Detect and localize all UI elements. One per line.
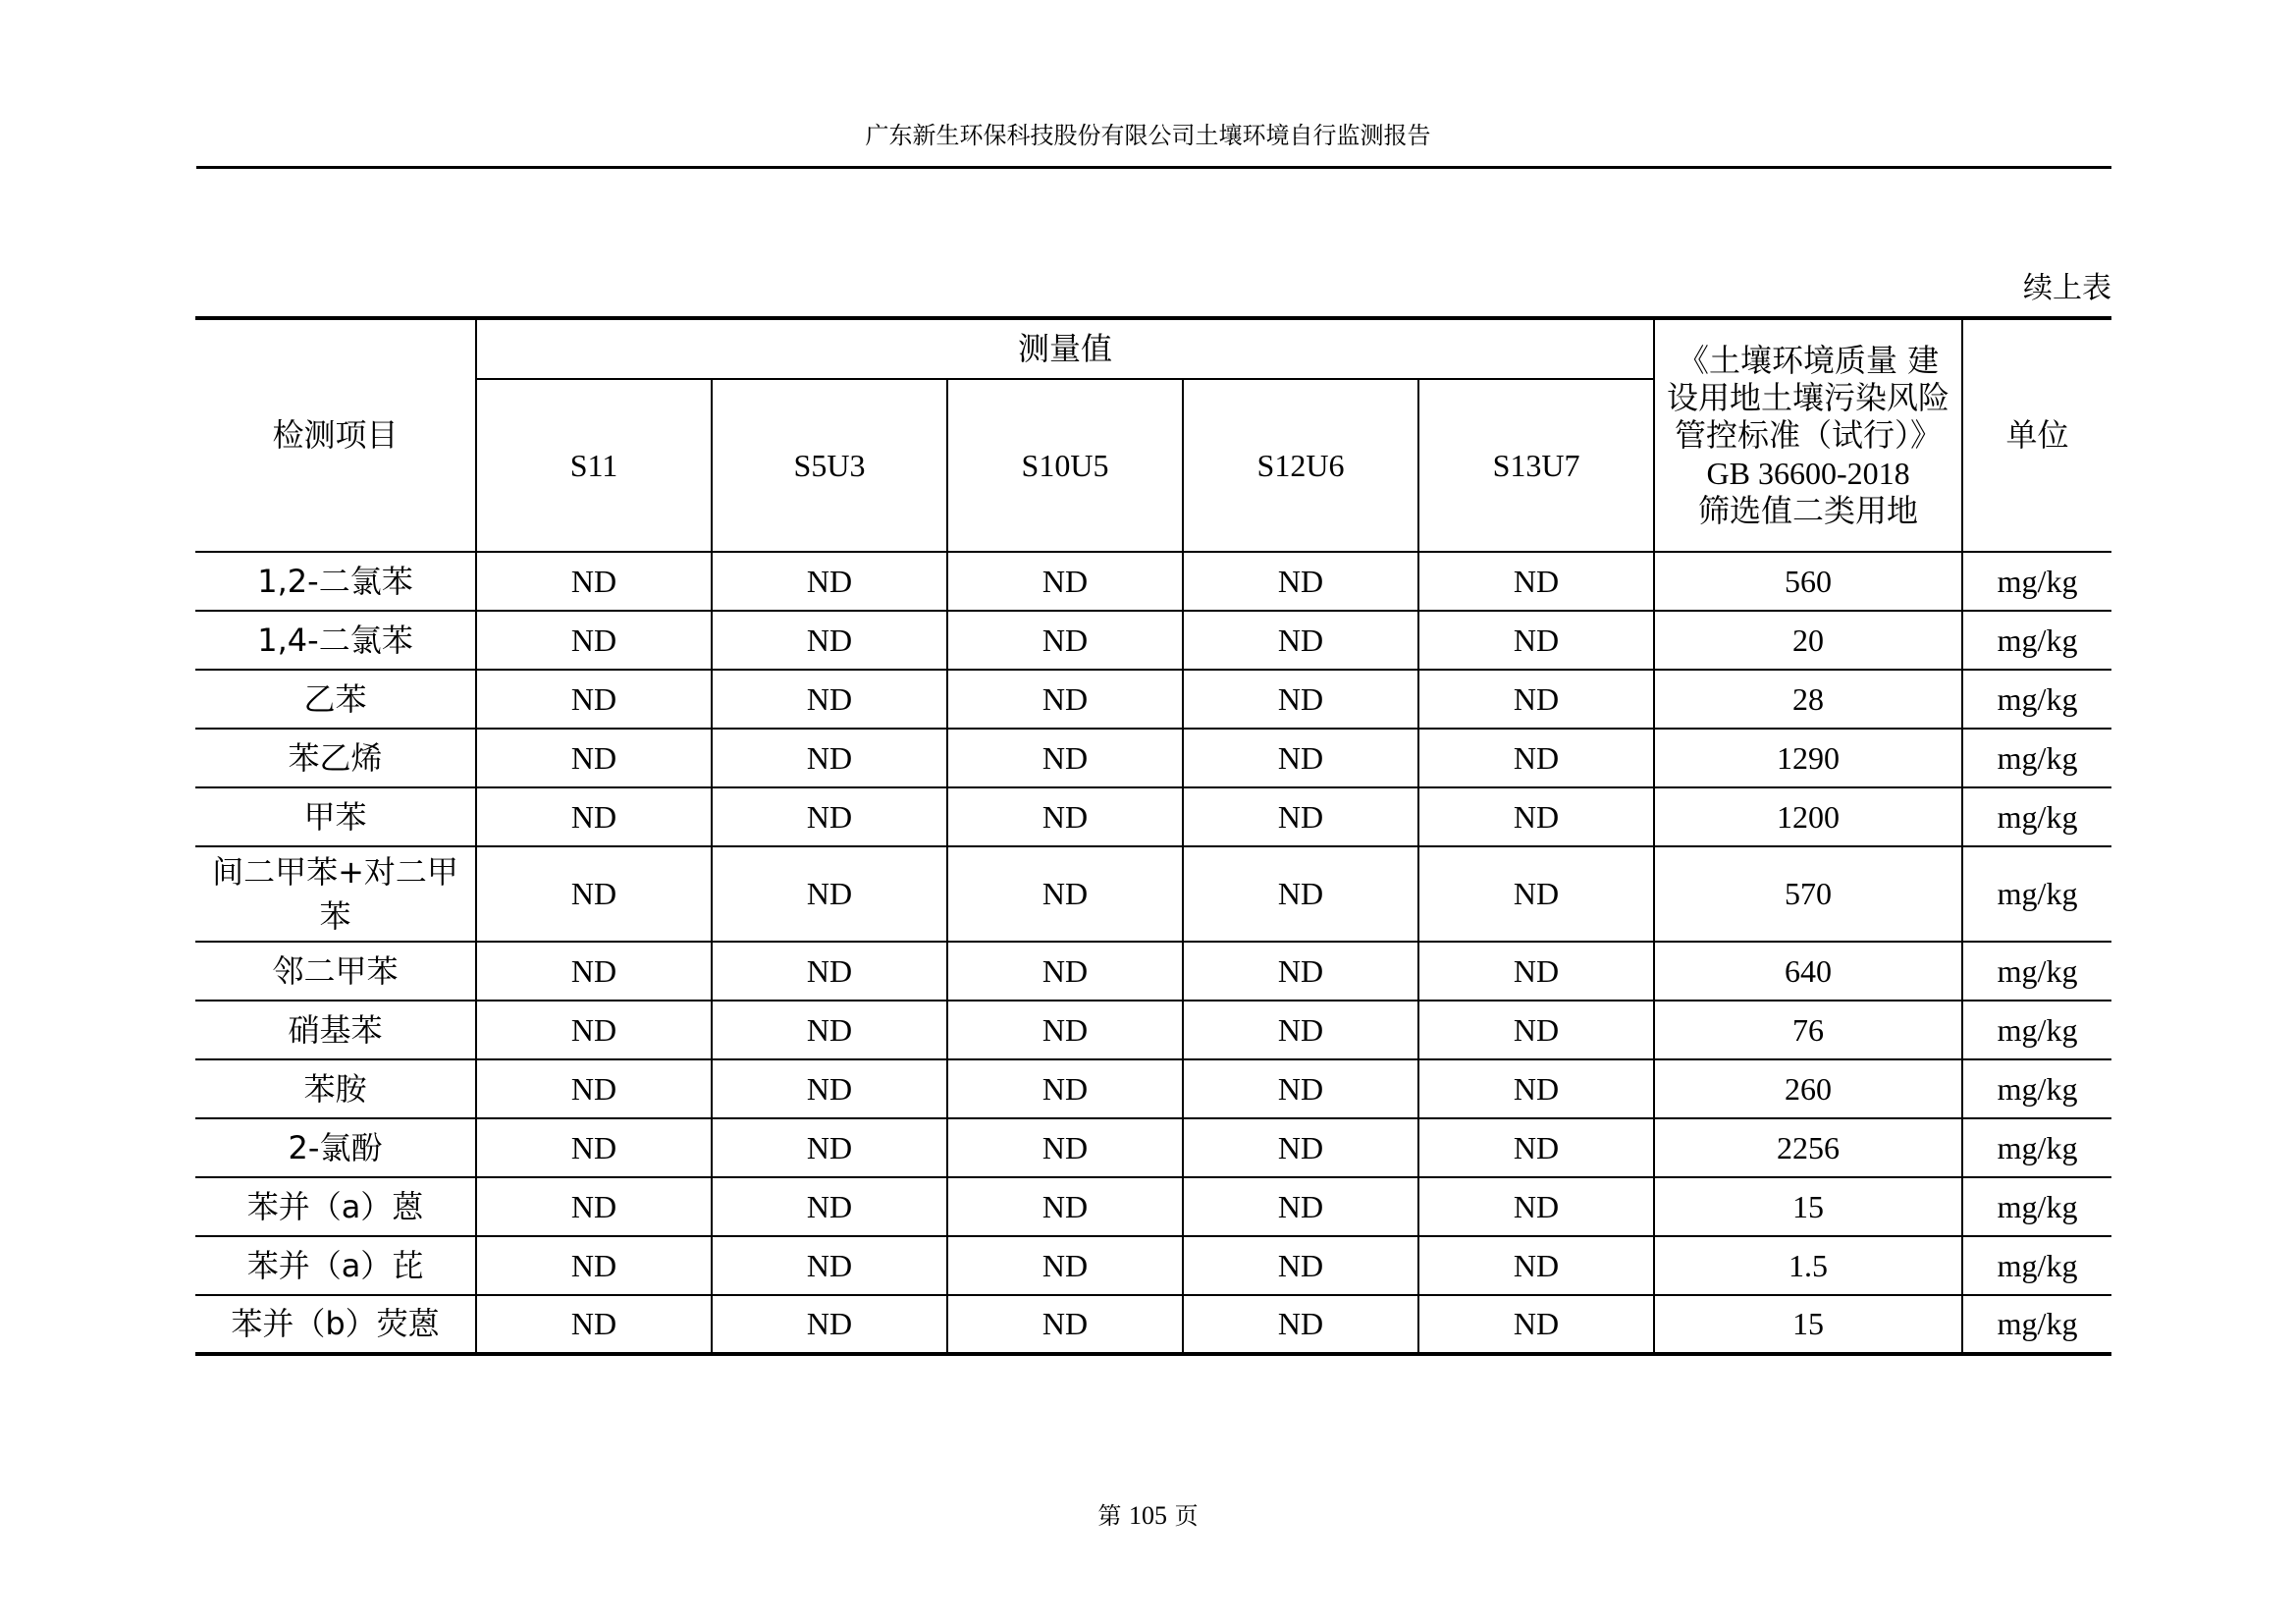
measured-value: ND xyxy=(947,1177,1183,1236)
standard-line: 《土壤环境质量 建 xyxy=(1677,341,1940,379)
standard-value: 560 xyxy=(1654,552,1962,611)
col-header-item: 检测项目 xyxy=(195,318,476,552)
row-item-name xyxy=(195,846,476,942)
measured-value: ND xyxy=(947,1118,1183,1177)
measured-value: ND xyxy=(712,670,947,729)
page-suffix: 页 xyxy=(1174,1502,1199,1530)
measured-value: ND xyxy=(712,1236,947,1295)
measured-value: ND xyxy=(712,787,947,846)
unit-value: mg/kg xyxy=(1962,1295,2111,1354)
soil-monitoring-table xyxy=(195,316,2111,1356)
measured-value: ND xyxy=(1418,787,1654,846)
unit-value: mg/kg xyxy=(1962,942,2111,1001)
unit-value: mg/kg xyxy=(1962,1059,2111,1118)
measured-value: ND xyxy=(712,942,947,1001)
site-header: S13U7 xyxy=(1418,379,1654,552)
table-row xyxy=(195,670,2111,729)
unit-value: mg/kg xyxy=(1962,787,2111,846)
standard-value: 15 xyxy=(1654,1295,1962,1354)
unit-value: mg/kg xyxy=(1962,1236,2111,1295)
measured-value: ND xyxy=(1418,1059,1654,1118)
measured-value: ND xyxy=(947,846,1183,942)
measured-value: ND xyxy=(712,846,947,942)
table-row xyxy=(195,729,2111,787)
measured-value: ND xyxy=(476,729,712,787)
measured-value: ND xyxy=(1418,729,1654,787)
page-footer xyxy=(0,1496,2296,1531)
measured-value: ND xyxy=(476,1177,712,1236)
measured-value: ND xyxy=(476,942,712,1001)
header-row-top xyxy=(195,318,2111,379)
row-item-name: 苯并（a）蒽 xyxy=(195,1177,476,1236)
measured-value: ND xyxy=(1418,1295,1654,1354)
measured-value: ND xyxy=(947,1001,1183,1059)
measured-value: ND xyxy=(712,1001,947,1059)
measured-value: ND xyxy=(476,670,712,729)
measured-value: ND xyxy=(712,1118,947,1177)
measured-value: ND xyxy=(1183,1001,1418,1059)
measured-value: ND xyxy=(947,1059,1183,1118)
measured-value: ND xyxy=(712,1295,947,1354)
measured-value: ND xyxy=(476,1059,712,1118)
site-header: S5U3 xyxy=(712,379,947,552)
table-row xyxy=(195,1118,2111,1177)
measured-value: ND xyxy=(712,611,947,670)
measured-value: ND xyxy=(1183,729,1418,787)
unit-value: mg/kg xyxy=(1962,552,2111,611)
page-prefix: 第 xyxy=(1097,1502,1122,1530)
row-item-name: 乙苯 xyxy=(195,670,476,729)
standard-line: GB 36600-2018 xyxy=(1706,455,1910,491)
measured-value: ND xyxy=(476,1236,712,1295)
unit-value: mg/kg xyxy=(1962,729,2111,787)
measured-value: ND xyxy=(1183,611,1418,670)
measured-value: ND xyxy=(1418,552,1654,611)
measured-value: ND xyxy=(1183,942,1418,1001)
measured-value: ND xyxy=(947,670,1183,729)
standard-value: 20 xyxy=(1654,611,1962,670)
measured-value: ND xyxy=(476,611,712,670)
measured-value: ND xyxy=(476,787,712,846)
standard-value: 2256 xyxy=(1654,1118,1962,1177)
measured-value: ND xyxy=(947,787,1183,846)
measured-value: ND xyxy=(712,1177,947,1236)
measured-value: ND xyxy=(1183,552,1418,611)
table-row xyxy=(195,611,2111,670)
unit-value: mg/kg xyxy=(1962,1177,2111,1236)
measured-value: ND xyxy=(1418,670,1654,729)
standard-value: 1290 xyxy=(1654,729,1962,787)
standard-line: 管控标准（试行）》 xyxy=(1675,416,1943,455)
col-header-unit: 单位 xyxy=(1962,318,2111,552)
measured-value: ND xyxy=(712,1059,947,1118)
col-header-standard xyxy=(1654,318,1962,552)
table-row xyxy=(195,846,2111,942)
measured-value: ND xyxy=(1418,942,1654,1001)
table-row xyxy=(195,942,2111,1001)
measured-value: ND xyxy=(1183,1177,1418,1236)
row-item-name: 1,4-二氯苯 xyxy=(195,611,476,670)
col-header-measured: 测量值 xyxy=(476,318,1654,379)
row-item-name: 甲苯 xyxy=(195,787,476,846)
unit-value: mg/kg xyxy=(1962,1001,2111,1059)
standard-value: 570 xyxy=(1654,846,1962,942)
row-item-name: 苯胺 xyxy=(195,1059,476,1118)
measured-value: ND xyxy=(947,1236,1183,1295)
measured-value: ND xyxy=(1183,1059,1418,1118)
measured-value: ND xyxy=(476,552,712,611)
table-row xyxy=(195,1236,2111,1295)
unit-value: mg/kg xyxy=(1962,846,2111,942)
site-header: S12U6 xyxy=(1183,379,1418,552)
table-row xyxy=(195,552,2111,611)
measured-value: ND xyxy=(476,846,712,942)
table-row xyxy=(195,1001,2111,1059)
row-item-name: 硝基苯 xyxy=(195,1001,476,1059)
measured-value: ND xyxy=(947,729,1183,787)
measured-value: ND xyxy=(1418,1177,1654,1236)
standard-value: 76 xyxy=(1654,1001,1962,1059)
header-divider xyxy=(196,166,2111,169)
measured-value: ND xyxy=(1418,1236,1654,1295)
measured-value: ND xyxy=(1183,787,1418,846)
row-item-name: 邻二甲苯 xyxy=(195,942,476,1001)
standard-value: 260 xyxy=(1654,1059,1962,1118)
measured-value: ND xyxy=(1183,1118,1418,1177)
standard-value: 640 xyxy=(1654,942,1962,1001)
standard-value: 15 xyxy=(1654,1177,1962,1236)
measured-value: ND xyxy=(1418,1118,1654,1177)
measured-value: ND xyxy=(712,729,947,787)
measured-value: ND xyxy=(1418,611,1654,670)
table-row xyxy=(195,1295,2111,1354)
measured-value: ND xyxy=(1183,1236,1418,1295)
row-item-name-line: 苯 xyxy=(319,896,351,935)
row-item-name: 苯并（a）芘 xyxy=(195,1236,476,1295)
row-item-name: 1,2-二氯苯 xyxy=(195,552,476,611)
site-header: S10U5 xyxy=(947,379,1183,552)
measured-value: ND xyxy=(1183,670,1418,729)
measured-value: ND xyxy=(1183,846,1418,942)
measured-value: ND xyxy=(1183,1295,1418,1354)
row-item-name: 苯乙烯 xyxy=(195,729,476,787)
unit-value: mg/kg xyxy=(1962,670,2111,729)
measured-value: ND xyxy=(947,942,1183,1001)
measured-value: ND xyxy=(947,611,1183,670)
row-item-name: 苯并（b）荧蒽 xyxy=(195,1295,476,1354)
row-item-name: 2-氯酚 xyxy=(195,1118,476,1177)
standard-value: 28 xyxy=(1654,670,1962,729)
table-row xyxy=(195,1059,2111,1118)
unit-value: mg/kg xyxy=(1962,1118,2111,1177)
site-header: S11 xyxy=(476,379,712,552)
table-row xyxy=(195,1177,2111,1236)
page-number: 105 xyxy=(1129,1501,1167,1530)
table-row xyxy=(195,787,2111,846)
report-header-title: 广东新生环保科技股份有限公司土壤环境自行监测报告 xyxy=(865,122,1431,149)
standard-line: 筛选值二类用地 xyxy=(1698,492,1919,530)
continued-label: 续上表 xyxy=(2023,271,2111,305)
measured-value: ND xyxy=(947,1295,1183,1354)
measured-value: ND xyxy=(476,1295,712,1354)
measured-value: ND xyxy=(476,1118,712,1177)
measured-value: ND xyxy=(1418,846,1654,942)
measured-value: ND xyxy=(1418,1001,1654,1059)
measured-value: ND xyxy=(476,1001,712,1059)
standard-line: 设用地土壤污染风险 xyxy=(1667,378,1950,416)
measured-value: ND xyxy=(947,552,1183,611)
measured-value: ND xyxy=(712,552,947,611)
row-item-name-line: 间二甲苯+对二甲 xyxy=(212,852,458,891)
standard-value: 1.5 xyxy=(1654,1236,1962,1295)
standard-value: 1200 xyxy=(1654,787,1962,846)
unit-value: mg/kg xyxy=(1962,611,2111,670)
